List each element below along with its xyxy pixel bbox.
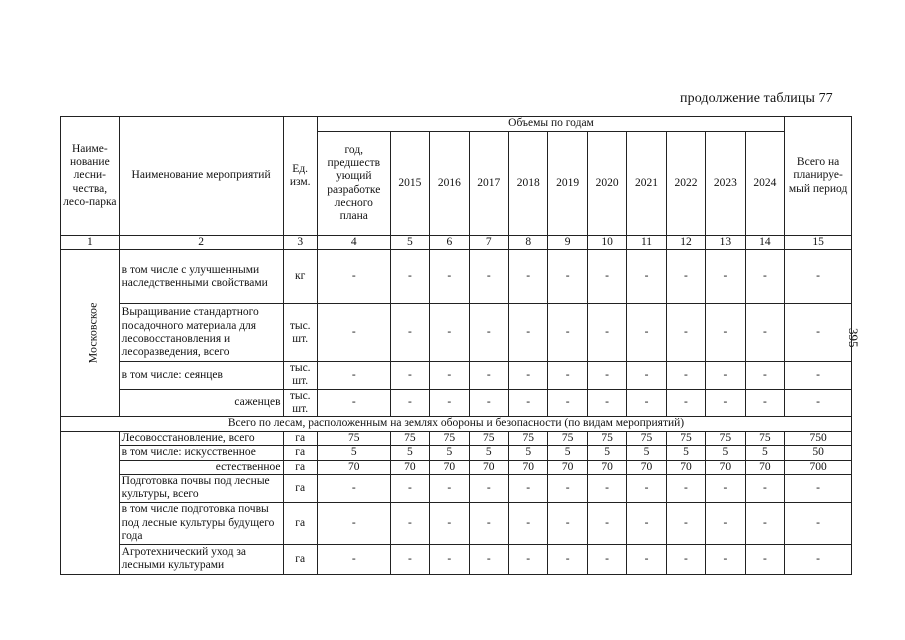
value-cell: - (666, 362, 705, 389)
value-cell: - (666, 304, 705, 362)
value-cell: 70 (627, 460, 666, 474)
table-row (61, 446, 852, 460)
header-year-before: год, предшеств ующий разработке лесного плана (317, 132, 390, 236)
value-cell: - (627, 389, 666, 416)
value-cell: - (587, 250, 626, 304)
value-cell: 70 (390, 460, 429, 474)
unit-cell: га (283, 446, 317, 460)
value-cell: - (745, 389, 785, 416)
value-cell: - (627, 250, 666, 304)
value-cell: 75 (548, 432, 587, 446)
unit-cell: тыс. шт. (283, 304, 317, 362)
value-cell: - (509, 544, 548, 574)
value-cell: - (469, 502, 508, 544)
section-header-row (61, 417, 852, 432)
unit-cell: га (283, 432, 317, 446)
section-title: Всего по лесам, расположенным на землях обороны и безопасности (по видам мероприятий) (61, 417, 852, 432)
value-cell: - (548, 389, 587, 416)
column-number: 12 (666, 236, 705, 250)
value-cell: - (745, 362, 785, 389)
value-cell: - (745, 250, 785, 304)
activity-name: естественное (119, 460, 283, 474)
table-row (61, 502, 852, 544)
value-cell: - (548, 362, 587, 389)
value-cell: - (745, 544, 785, 574)
value-cell: - (706, 389, 745, 416)
value-cell: - (390, 304, 429, 362)
table-row (61, 250, 852, 304)
value-cell: - (317, 250, 390, 304)
value-cell: - (469, 544, 508, 574)
value-cell: - (706, 474, 745, 502)
value-cell: - (317, 304, 390, 362)
value-cell: 75 (390, 432, 429, 446)
unit-cell: га (283, 474, 317, 502)
value-cell: - (469, 389, 508, 416)
value-cell: - (317, 389, 390, 416)
value-cell: 75 (469, 432, 508, 446)
value-cell: 75 (509, 432, 548, 446)
unit-cell: тыс. шт. (283, 389, 317, 416)
value-cell: - (745, 474, 785, 502)
column-number: 14 (745, 236, 785, 250)
activity-name: Подготовка почвы под лесные культуры, всего (119, 474, 283, 502)
value-cell: 70 (587, 460, 626, 474)
value-cell: - (317, 544, 390, 574)
value-cell: - (509, 250, 548, 304)
value-cell: - (548, 250, 587, 304)
value-cell: - (706, 544, 745, 574)
total-cell: - (785, 362, 852, 389)
forest-plan-table (60, 116, 852, 575)
value-cell: 70 (469, 460, 508, 474)
activity-name: в том числе: искусственное (119, 446, 283, 460)
value-cell: - (509, 362, 548, 389)
value-cell: - (587, 304, 626, 362)
column-number: 7 (469, 236, 508, 250)
value-cell: - (390, 544, 429, 574)
value-cell: - (430, 474, 469, 502)
value-cell: 5 (469, 446, 508, 460)
value-cell: - (587, 544, 626, 574)
value-cell: - (430, 250, 469, 304)
value-cell: 70 (317, 460, 390, 474)
value-cell: - (548, 304, 587, 362)
header-year: 2024 (745, 132, 785, 236)
unit-cell: га (283, 460, 317, 474)
value-cell: - (745, 304, 785, 362)
value-cell: - (509, 304, 548, 362)
column-number: 9 (548, 236, 587, 250)
value-cell: - (430, 362, 469, 389)
header-year: 2015 (390, 132, 429, 236)
header-year: 2016 (430, 132, 469, 236)
column-number: 8 (509, 236, 548, 250)
forestry-name: Московское (85, 302, 100, 364)
total-cell: - (785, 502, 852, 544)
header-total: Всего на планируе-мый период (785, 117, 852, 236)
unit-cell: га (283, 502, 317, 544)
column-number: 11 (627, 236, 666, 250)
unit-cell: тыс. шт. (283, 362, 317, 389)
value-cell: 75 (317, 432, 390, 446)
activity-name: Лесовосстановление, всего (119, 432, 283, 446)
table-row (61, 460, 852, 474)
value-cell: - (430, 389, 469, 416)
value-cell: - (548, 502, 587, 544)
activity-name: в том числе подготовка почвы под лесные культуры будущего года (119, 502, 283, 544)
value-cell: 75 (706, 432, 745, 446)
value-cell: - (509, 389, 548, 416)
value-cell: 70 (666, 460, 705, 474)
value-cell: 5 (548, 446, 587, 460)
table-row (61, 362, 852, 389)
total-cell: 50 (785, 446, 852, 460)
unit-cell: кг (283, 250, 317, 304)
value-cell: - (390, 250, 429, 304)
value-cell: - (548, 474, 587, 502)
header-year: 2019 (548, 132, 587, 236)
value-cell: - (548, 544, 587, 574)
value-cell: 70 (745, 460, 785, 474)
column-number: 6 (430, 236, 469, 250)
value-cell: 75 (587, 432, 626, 446)
value-cell: 5 (587, 446, 626, 460)
column-number: 13 (706, 236, 745, 250)
table-row (61, 304, 852, 362)
value-cell: - (587, 362, 626, 389)
value-cell: - (390, 389, 429, 416)
column-number: 2 (119, 236, 283, 250)
value-cell: - (666, 544, 705, 574)
value-cell: - (627, 474, 666, 502)
total-cell: - (785, 389, 852, 416)
value-cell: 75 (745, 432, 785, 446)
activity-name: Выращивание стандартного посадочного материала для лесовосстановления и лесоразведения, всего (119, 304, 283, 362)
header-year: 2021 (627, 132, 666, 236)
value-cell: - (317, 362, 390, 389)
value-cell: - (745, 502, 785, 544)
value-cell: - (706, 362, 745, 389)
value-cell: - (666, 389, 705, 416)
activity-name: Агротехнический уход за лесными культурами (119, 544, 283, 574)
value-cell: 75 (430, 432, 469, 446)
value-cell: - (390, 474, 429, 502)
value-cell: - (666, 250, 705, 304)
unit-cell: га (283, 544, 317, 574)
total-cell: - (785, 474, 852, 502)
value-cell: - (666, 474, 705, 502)
value-cell: - (627, 304, 666, 362)
table-row (61, 474, 852, 502)
total-cell: - (785, 304, 852, 362)
value-cell: - (317, 474, 390, 502)
header-unit: Ед. изм. (283, 117, 317, 236)
value-cell: 5 (706, 446, 745, 460)
header-year: 2020 (587, 132, 626, 236)
column-number: 10 (587, 236, 626, 250)
activity-name: саженцев (119, 389, 283, 416)
column-number: 15 (785, 236, 852, 250)
value-cell: - (430, 304, 469, 362)
table-row (61, 544, 852, 574)
value-cell: - (469, 362, 508, 389)
value-cell: - (469, 304, 508, 362)
value-cell: - (390, 362, 429, 389)
total-cell: 750 (785, 432, 852, 446)
value-cell: - (627, 502, 666, 544)
header-activity: Наименование мероприятий (119, 117, 283, 236)
forestry-empty-cell (61, 432, 120, 575)
header-year: 2022 (666, 132, 705, 236)
value-cell: - (390, 502, 429, 544)
value-cell: 5 (745, 446, 785, 460)
value-cell: 5 (390, 446, 429, 460)
value-cell: - (317, 502, 390, 544)
value-cell: 5 (509, 446, 548, 460)
value-cell: - (587, 502, 626, 544)
value-cell: - (469, 474, 508, 502)
value-cell: 75 (666, 432, 705, 446)
header-year: 2023 (706, 132, 745, 236)
column-number: 4 (317, 236, 390, 250)
total-cell: 700 (785, 460, 852, 474)
value-cell: 5 (430, 446, 469, 460)
header-year: 2017 (469, 132, 508, 236)
value-cell: 70 (430, 460, 469, 474)
column-number: 5 (390, 236, 429, 250)
value-cell: - (706, 250, 745, 304)
value-cell: 70 (509, 460, 548, 474)
value-cell: - (627, 362, 666, 389)
value-cell: - (706, 304, 745, 362)
value-cell: - (627, 544, 666, 574)
activity-name: в том числе с улучшенными наследственными свойствами (119, 250, 283, 304)
value-cell: 70 (706, 460, 745, 474)
value-cell: - (430, 544, 469, 574)
value-cell: 5 (317, 446, 390, 460)
value-cell: - (469, 250, 508, 304)
column-number: 1 (61, 236, 120, 250)
value-cell: 5 (627, 446, 666, 460)
value-cell: - (587, 389, 626, 416)
table-caption: продолжение таблицы 77 (680, 91, 833, 106)
header-year: 2018 (509, 132, 548, 236)
value-cell: - (587, 474, 626, 502)
value-cell: - (666, 502, 705, 544)
value-cell: - (509, 474, 548, 502)
forestry-name-cell (61, 250, 120, 417)
value-cell: 70 (548, 460, 587, 474)
value-cell: 5 (666, 446, 705, 460)
header-volumes: Объемы по годам (317, 117, 784, 132)
value-cell: - (706, 502, 745, 544)
header-forestry: Наиме-нование лесни-чества, лесо-парка (61, 117, 120, 236)
column-number: 3 (283, 236, 317, 250)
table-row (61, 389, 852, 416)
table-row (61, 432, 852, 446)
value-cell: 75 (627, 432, 666, 446)
total-cell: - (785, 250, 852, 304)
total-cell: - (785, 544, 852, 574)
value-cell: - (509, 502, 548, 544)
activity-name: в том числе: сеянцев (119, 362, 283, 389)
page-number: 395 (846, 328, 861, 348)
value-cell: - (430, 502, 469, 544)
